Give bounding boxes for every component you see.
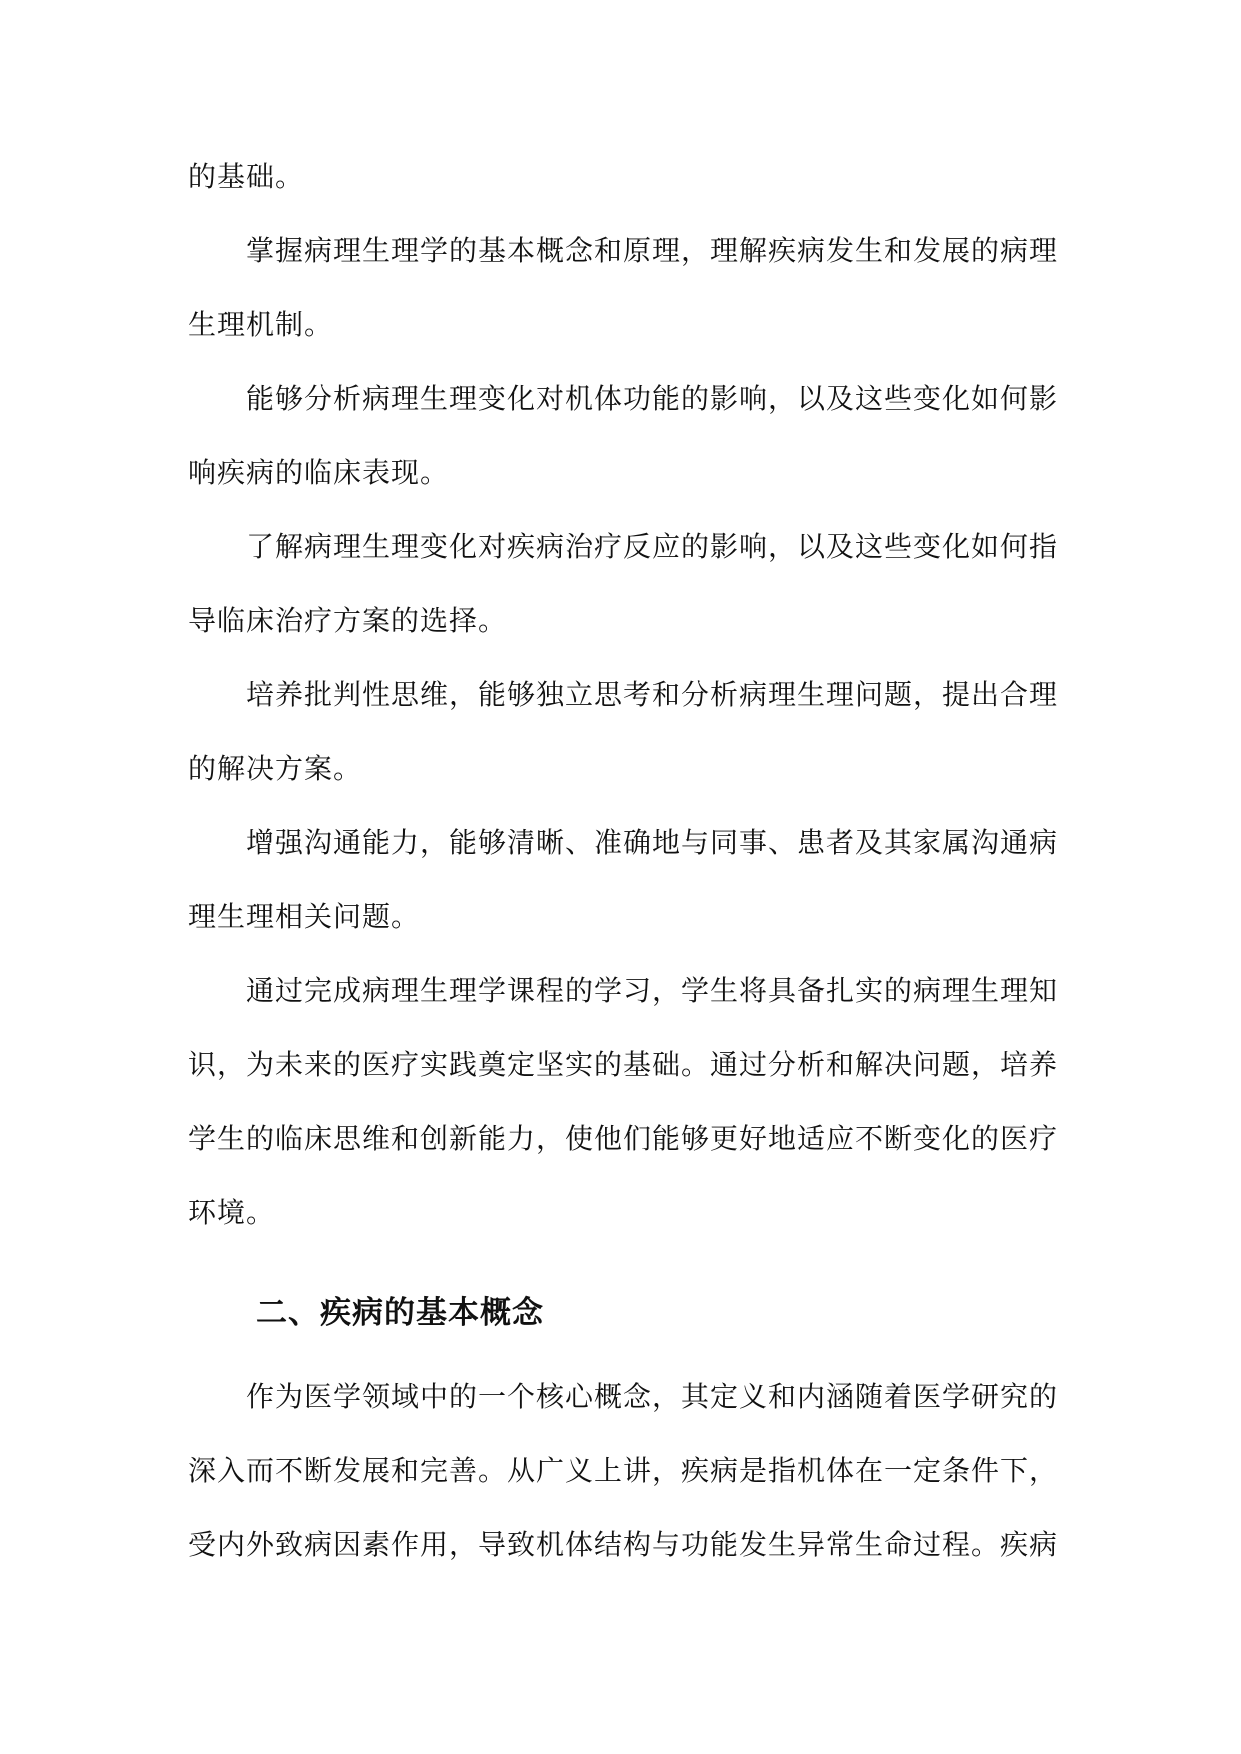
paragraph-objective-concepts: 掌握病理生理学的基本概念和原理，理解疾病发生和发展的病理生理机制。 bbox=[188, 234, 1059, 341]
section-heading: 二、疾病的基本概念 bbox=[256, 1295, 544, 1331]
paragraph-objective-analysis: 能够分析病理生理变化对机体功能的影响，以及这些变化如何影响疾病的临床表现。 bbox=[188, 382, 1059, 489]
paragraph-objective-critical-thinking: 培养批判性思维，能够独立思考和分析病理生理问题，提出合理的解决方案。 bbox=[188, 678, 1059, 785]
paragraph-objective-treatment: 了解病理生理变化对疾病治疗反应的影响，以及这些变化如何指导临床治疗方案的选择。 bbox=[188, 530, 1059, 637]
paragraph-summary: 通过完成病理生理学课程的学习，学生将具备扎实的病理生理知识，为未来的医疗实践奠定坚实的基础。通过分析和解决问题，培养学生的临床思维和创新能力，使他们能够更好地适应不断变化的医疗环境。 bbox=[188, 974, 1059, 1229]
document-body bbox=[188, 140, 1058, 1582]
paragraph-objective-communication: 增强沟通能力，能够清晰、准确地与同事、患者及其家属沟通病理生理相关问题。 bbox=[188, 826, 1059, 933]
paragraph-continuation: 的基础。 bbox=[188, 160, 305, 193]
paragraph-disease-definition: 作为医学领域中的一个核心概念，其定义和内涵随着医学研究的深入而不断发展和完善。从广义上讲，疾病是指机体在一定条件下，受内外致病因素作用，导致机体结构与功能发生异常生命过程。疾病 bbox=[188, 1380, 1059, 1561]
